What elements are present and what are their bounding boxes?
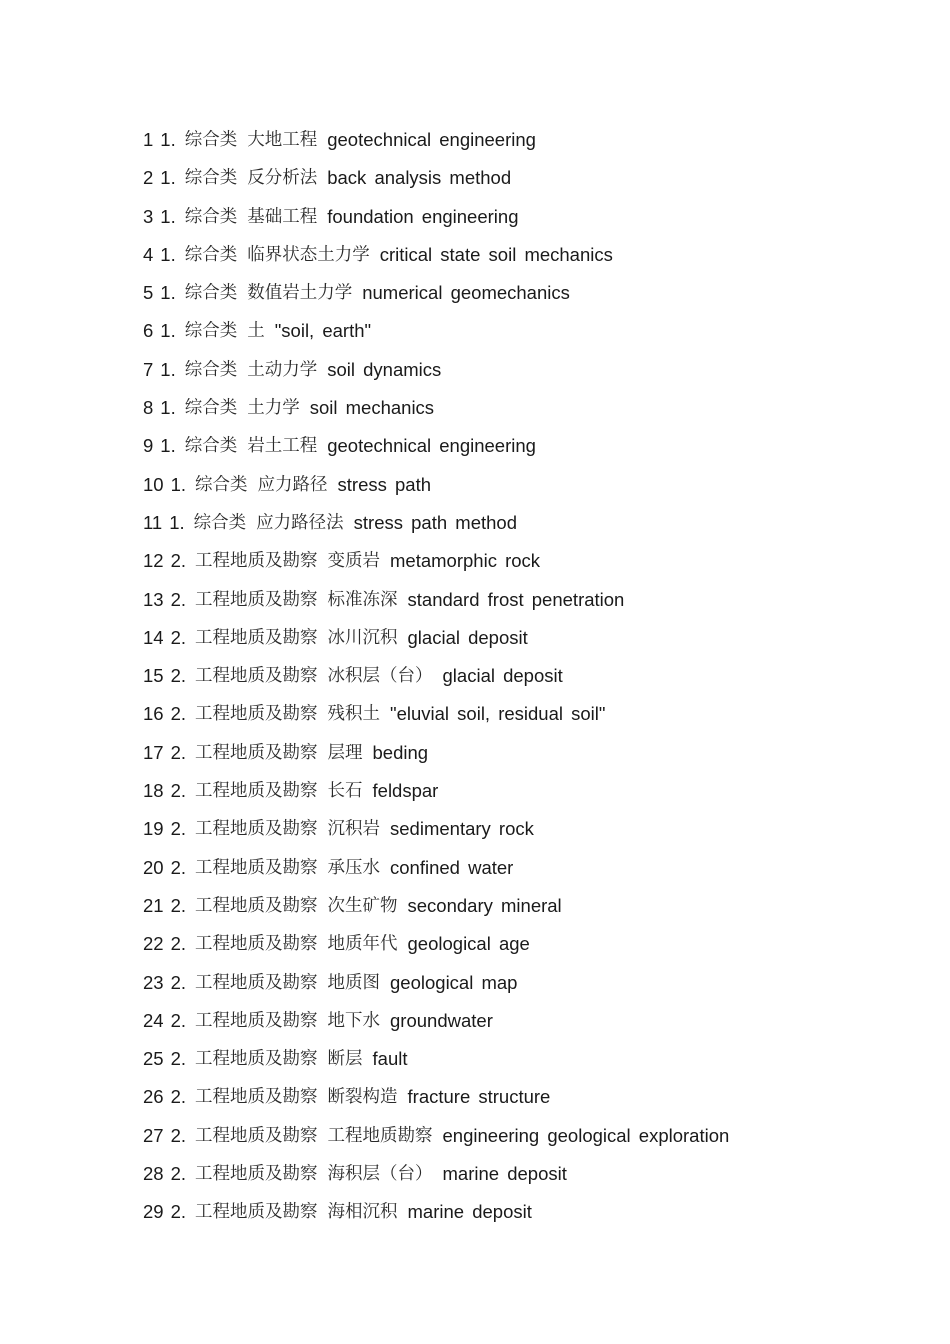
english-term: beding: [372, 741, 429, 763]
glossary-entry: [143, 427, 903, 465]
english-term: marine deposit: [407, 1201, 532, 1223]
glossary-entry: [143, 1117, 903, 1155]
category-number: 2.: [170, 626, 187, 648]
category-name: 工程地质及勘察: [195, 1164, 318, 1185]
category-number: 1.: [170, 473, 187, 495]
category-number: 2.: [170, 703, 187, 725]
category-number: 1.: [160, 282, 176, 304]
glossary-entry: [143, 695, 903, 733]
glossary-entry: [143, 159, 903, 197]
chinese-term: 土动力学: [247, 359, 318, 380]
category-number: 1.: [160, 435, 176, 457]
category-name: 工程地质及勘察: [195, 1087, 318, 1108]
entry-number: 21: [143, 894, 164, 916]
category-name: 综合类: [184, 321, 238, 342]
chinese-term: 临界状态土力学: [247, 244, 370, 265]
category-number: 2.: [170, 1201, 187, 1223]
category-name: 工程地质及勘察: [195, 1049, 318, 1070]
category-name: 工程地质及勘察: [195, 972, 318, 993]
glossary-entry: [143, 389, 903, 427]
chinese-term: 地质年代: [327, 934, 398, 955]
category-name: 工程地质及勘察: [195, 857, 318, 878]
glossary-entry: [143, 772, 903, 810]
entry-number: 26: [143, 1086, 164, 1108]
glossary-entry: [143, 1078, 903, 1116]
english-term: secondary mineral: [407, 894, 562, 916]
chinese-term: 地质图: [327, 972, 381, 993]
category-name: 工程地质及勘察: [195, 704, 318, 725]
chinese-term: 大地工程: [247, 130, 318, 150]
chinese-term: 岩土工程: [247, 436, 318, 457]
category-name: 工程地质及勘察: [195, 895, 318, 916]
category-name: 工程地质及勘察: [195, 1125, 318, 1146]
category-number: 2.: [170, 550, 187, 572]
english-term: soil dynamics: [327, 358, 442, 380]
category-number: 2.: [170, 1086, 187, 1108]
category-number: 1.: [160, 320, 176, 342]
chinese-term: 层理: [327, 742, 363, 763]
entry-number: 14: [143, 626, 164, 648]
entry-number: 27: [143, 1124, 164, 1146]
entry-number: 17: [143, 741, 164, 763]
glossary-entry: [143, 274, 903, 312]
chinese-term: 土力学: [247, 398, 300, 419]
english-term: stress path: [337, 473, 432, 495]
english-term: soil mechanics: [309, 397, 435, 419]
chinese-term: 基础工程: [247, 206, 318, 227]
category-name: 工程地质及勘察: [195, 1202, 318, 1223]
category-number: 1.: [160, 243, 176, 265]
english-term: fault: [372, 1048, 408, 1070]
english-term: "eluvial soil, residual soil": [390, 703, 606, 725]
category-name: 综合类: [184, 130, 238, 150]
entry-number: 12: [143, 550, 164, 572]
english-term: geological age: [407, 933, 530, 955]
english-term: metamorphic rock: [390, 550, 541, 572]
english-term: sedimentary rock: [390, 818, 534, 840]
category-name: 综合类: [184, 359, 238, 380]
entry-number: 25: [143, 1048, 164, 1070]
category-number: 2.: [170, 894, 187, 916]
category-number: 1.: [160, 397, 176, 419]
english-term: "soil, earth": [274, 320, 372, 342]
category-name: 综合类: [184, 168, 238, 189]
english-term: fracture structure: [407, 1086, 551, 1108]
category-name: 综合类: [184, 436, 238, 457]
glossary-entry: [143, 887, 903, 925]
category-number: 2.: [170, 780, 187, 802]
category-number: 1.: [160, 129, 176, 150]
glossary-entry: [143, 619, 903, 657]
chinese-term: 变质岩: [327, 551, 381, 572]
glossary-entry: [143, 542, 903, 580]
category-number: 2.: [170, 818, 187, 840]
category-number: 1.: [160, 358, 176, 380]
chinese-term: 断裂构造: [327, 1087, 398, 1108]
category-number: 2.: [170, 1009, 187, 1031]
category-name: 工程地质及勘察: [195, 1010, 318, 1031]
english-term: engineering geological exploration: [442, 1124, 730, 1146]
entry-number: 22: [143, 933, 164, 955]
glossary-entry: [143, 312, 903, 350]
glossary-entry: [143, 810, 903, 848]
chinese-term: 冰川沉积: [327, 627, 398, 648]
chinese-term: 残积土: [327, 704, 381, 725]
english-term: marine deposit: [442, 1163, 567, 1185]
english-term: foundation engineering: [327, 205, 519, 227]
category-number: 2.: [170, 588, 187, 610]
entry-number: 3: [143, 205, 154, 227]
chinese-term: 反分析法: [247, 168, 318, 189]
category-number: 1.: [169, 511, 185, 533]
entry-number: 10: [143, 473, 164, 495]
chinese-term: 应力路径法: [256, 512, 344, 533]
english-term: groundwater: [390, 1009, 493, 1031]
entry-number: 4: [143, 243, 154, 265]
category-name: 工程地质及勘察: [195, 819, 318, 840]
english-term: back analysis method: [327, 167, 512, 189]
category-name: 工程地质及勘察: [195, 781, 318, 802]
category-number: 2.: [170, 1124, 187, 1146]
glossary-entry: [143, 1155, 903, 1193]
category-name: 工程地质及勘察: [195, 934, 318, 955]
category-name: 综合类: [184, 398, 238, 419]
glossary-entry: [143, 734, 903, 772]
category-number: 2.: [170, 856, 187, 878]
glossary-entry: [143, 504, 903, 542]
category-name: 综合类: [184, 206, 238, 227]
english-term: stress path method: [353, 511, 517, 533]
entry-number: 15: [143, 665, 164, 687]
entry-number: 13: [143, 588, 164, 610]
category-number: 1.: [160, 167, 176, 189]
chinese-term: 土: [247, 321, 265, 342]
glossary-list: [143, 121, 903, 1232]
glossary-entry: [143, 198, 903, 236]
glossary-entry: [143, 925, 903, 963]
entry-number: 8: [143, 397, 154, 419]
entry-number: 19: [143, 818, 164, 840]
category-number: 2.: [170, 741, 187, 763]
english-term: standard frost penetration: [407, 588, 625, 610]
glossary-entry: [143, 236, 903, 274]
entry-number: 9: [143, 435, 154, 457]
glossary-entry: [143, 1040, 903, 1078]
entry-number: 28: [143, 1163, 164, 1185]
entry-number: 11: [143, 511, 163, 533]
chinese-term: 工程地质勘察: [327, 1125, 433, 1146]
english-term: confined water: [390, 856, 514, 878]
glossary-entry: [143, 1193, 903, 1231]
chinese-term: 地下水: [327, 1010, 381, 1031]
entry-number: 24: [143, 1009, 164, 1031]
category-number: 2.: [170, 971, 187, 993]
glossary-entry: [143, 1002, 903, 1040]
chinese-term: 海相沉积: [327, 1202, 398, 1223]
entry-number: 1: [143, 129, 154, 150]
chinese-term: 沉积岩: [327, 819, 381, 840]
category-name: 综合类: [184, 244, 238, 265]
chinese-term: 次生矿物: [327, 895, 398, 916]
category-number: 2.: [170, 665, 187, 687]
category-name: 工程地质及勘察: [195, 742, 318, 763]
english-term: feldspar: [372, 780, 439, 802]
chinese-term: 应力路径: [257, 474, 328, 495]
english-term: geotechnical engineering: [327, 435, 536, 457]
chinese-term: 海积层（台）: [327, 1164, 433, 1185]
category-name: 工程地质及勘察: [195, 666, 318, 687]
glossary-entry: [143, 849, 903, 887]
english-term: critical state soil mechanics: [379, 243, 613, 265]
entry-number: 7: [143, 358, 154, 380]
glossary-entry: [143, 466, 903, 504]
glossary-entry: [143, 121, 903, 159]
chinese-term: 承压水: [327, 857, 381, 878]
entry-number: 2: [143, 167, 154, 189]
glossary-entry: [143, 581, 903, 619]
glossary-entry: [143, 351, 903, 389]
chinese-term: 数值岩土力学: [247, 283, 353, 304]
chinese-term: 长石: [327, 781, 363, 802]
category-name: 工程地质及勘察: [195, 627, 318, 648]
entry-number: 23: [143, 971, 164, 993]
chinese-term: 标准冻深: [327, 589, 398, 610]
category-number: 2.: [170, 1163, 187, 1185]
chinese-term: 断层: [327, 1049, 363, 1070]
entry-number: 18: [143, 780, 164, 802]
chinese-term: 冰积层（台）: [327, 666, 433, 687]
english-term: glacial deposit: [407, 626, 528, 648]
entry-number: 20: [143, 856, 164, 878]
category-name: 综合类: [195, 474, 248, 495]
entry-number: 16: [143, 703, 164, 725]
category-name: 工程地质及勘察: [195, 589, 318, 610]
glossary-entry: [143, 657, 903, 695]
english-term: numerical geomechanics: [362, 282, 570, 304]
category-name: 综合类: [193, 512, 247, 533]
category-number: 2.: [170, 1048, 187, 1070]
glossary-entry: [143, 964, 903, 1002]
entry-number: 6: [143, 320, 154, 342]
entry-number: 29: [143, 1201, 164, 1223]
english-term: glacial deposit: [442, 665, 563, 687]
category-name: 工程地质及勘察: [195, 551, 318, 572]
category-number: 2.: [170, 933, 187, 955]
category-number: 1.: [160, 205, 176, 227]
english-term: geological map: [390, 971, 518, 993]
english-term: geotechnical engineering: [327, 129, 536, 150]
entry-number: 5: [143, 282, 154, 304]
category-name: 综合类: [184, 283, 238, 304]
